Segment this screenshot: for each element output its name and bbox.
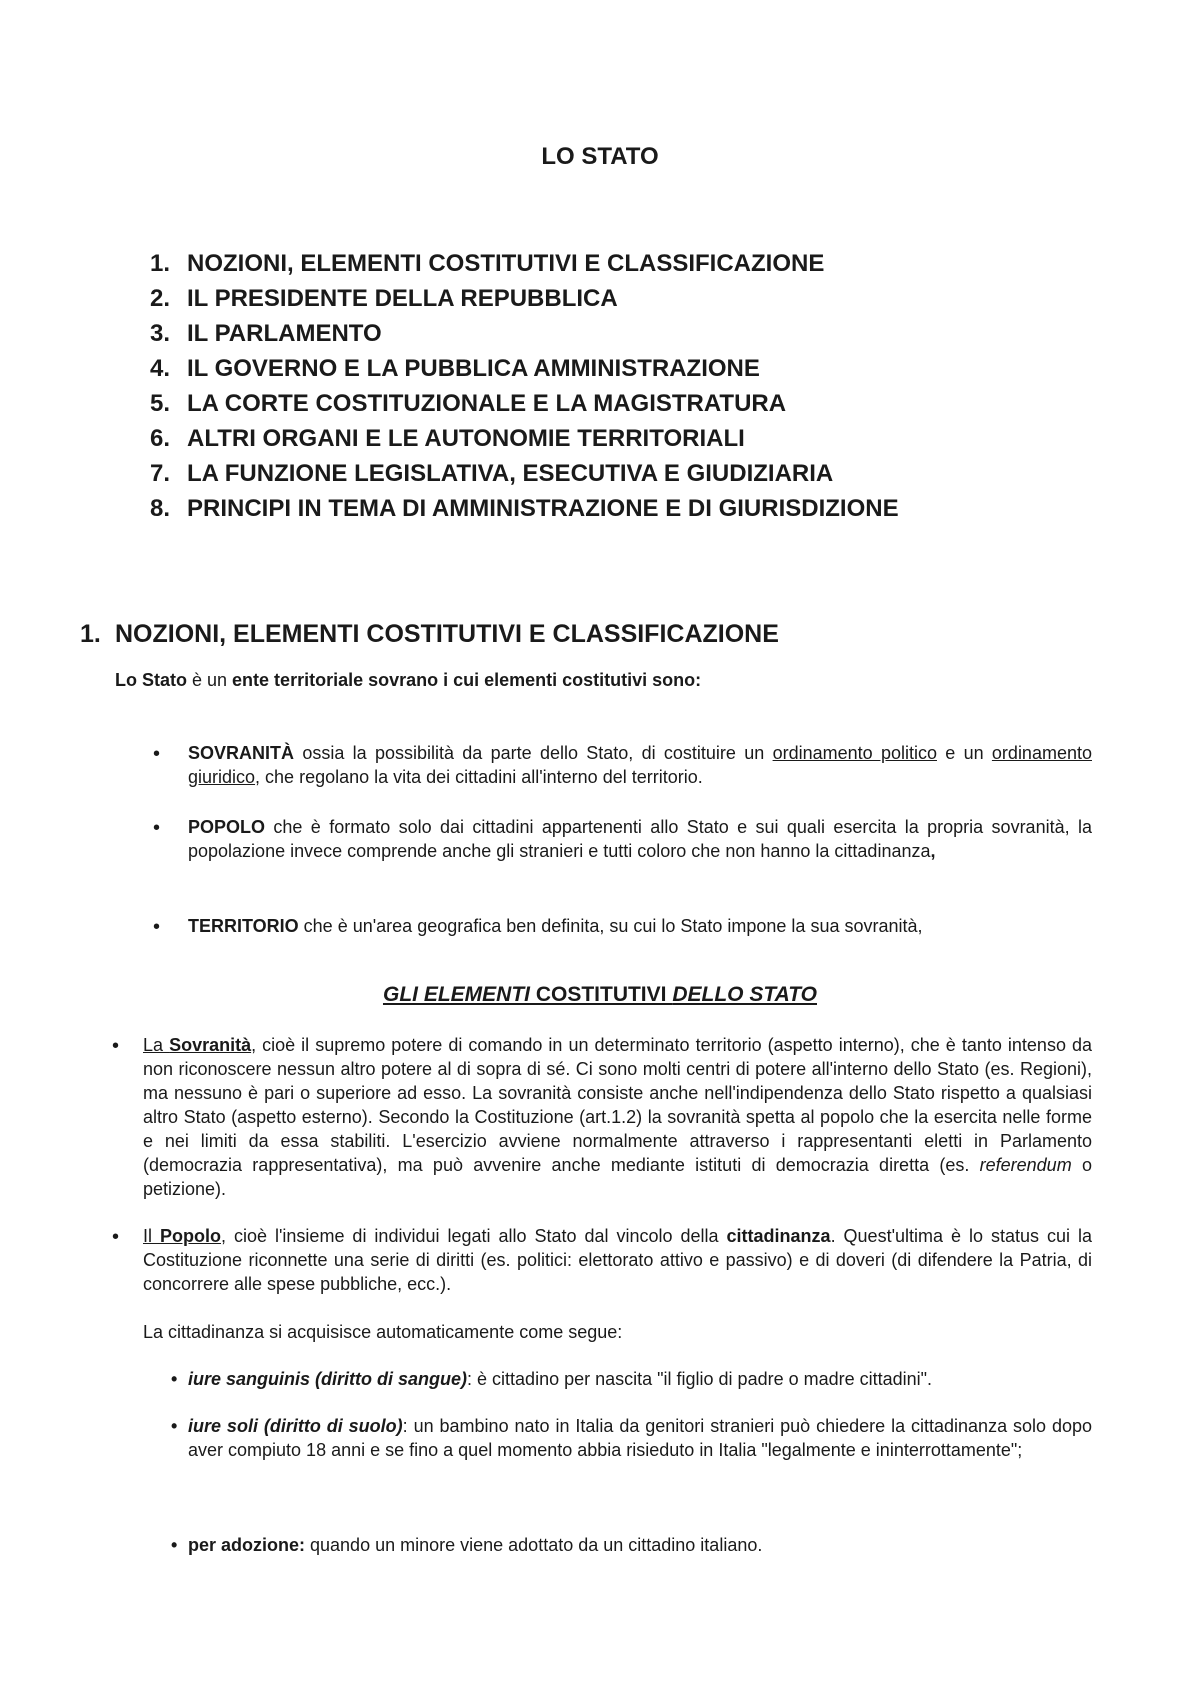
link-ordinamento-giuridico: ordinamento giuridico [188, 743, 1092, 787]
toc-number: 6. [150, 425, 171, 452]
element-item [188, 741, 1092, 789]
toc-number: 8. [150, 495, 171, 522]
toc-item [150, 421, 899, 456]
section-number: 1. [80, 620, 101, 648]
element-text: che è un'area geografica ben definita, su cui lo Stato impone la sua sovranità, [298, 916, 923, 936]
toc-label: IL GOVERNO E LA PUBBLICA AMMINISTRAZIONE [187, 355, 760, 382]
cittadinanza-mode [188, 1367, 1092, 1391]
toc-number: 3. [150, 320, 171, 347]
intro-verb: è un [187, 670, 233, 690]
bullet-icon: • [153, 743, 161, 765]
element-text: , [930, 841, 936, 861]
element-term: TERRITORIO [188, 916, 299, 936]
link-ordinamento-politico: ordinamento politico [772, 743, 937, 763]
sovranita-paragraph [143, 1033, 1092, 1201]
popolo-paragraph [143, 1224, 1092, 1296]
mode-text: : è cittadino per nascita "il figlio di padre o madre cittadini". [467, 1369, 933, 1389]
element-text: , che regolano la vita dei cittadini all'interno del territorio. [255, 767, 703, 787]
element-text: e un [936, 743, 992, 763]
bullet-icon: • [153, 817, 161, 839]
element-text: ossia la possibilità da parte dello Stato, di costituire un [294, 743, 773, 763]
element-text: che è formato solo dai cittadini appartenenti allo Stato e sui quali esercita la propria sovranità, la popolazione invece comprende anche gli stranieri e tutti coloro che non hanno la cittadinanza [188, 817, 1092, 861]
toc-item [150, 316, 899, 351]
paragraph-italic: referendum [979, 1155, 1072, 1175]
cittadinanza-mode [188, 1533, 1092, 1557]
subheading-part: COSTITUTIVI [529, 983, 673, 1006]
paragraph-text: o petizione). [143, 1155, 1092, 1199]
mode-text: quando un minore viene adottato da un cittadino italiano. [305, 1535, 763, 1555]
toc-label: ALTRI ORGANI E LE AUTONOMIE TERRITORIALI [187, 425, 745, 452]
toc-label: NOZIONI, ELEMENTI COSTITUTIVI E CLASSIFICAZIONE [187, 250, 825, 277]
table-of-contents [150, 246, 899, 526]
paragraph-lead: La [143, 1035, 170, 1055]
mode-term: iure sanguinis (diritto di sangue) [188, 1369, 468, 1389]
page-title: LO STATO [541, 143, 659, 170]
toc-number: 4. [150, 355, 171, 382]
toc-number: 2. [150, 285, 171, 312]
paragraph-bold: cittadinanza [726, 1226, 831, 1246]
element-item [188, 914, 1092, 938]
toc-item [150, 281, 899, 316]
toc-number: 7. [150, 460, 171, 487]
toc-number: 5. [150, 390, 171, 417]
bullet-icon: • [171, 1416, 178, 1436]
toc-label: IL PARLAMENTO [187, 320, 382, 347]
cittadinanza-intro: La cittadinanza si acquisisce automaticamente come segue: [143, 1322, 623, 1342]
section-intro [115, 670, 701, 691]
toc-label: LA CORTE COSTITUZIONALE E LA MAGISTRATURA [187, 390, 787, 417]
subheading-part: DELLO STATO [672, 983, 817, 1006]
intro-subject: Lo Stato [115, 670, 187, 690]
intro-definition: ente territoriale sovrano i cui elementi costitutivi sono: [232, 670, 702, 690]
subsection-heading [0, 983, 1200, 1007]
bullet-icon: • [171, 1535, 178, 1555]
mode-term: iure soli (diritto di suolo) [188, 1416, 403, 1436]
toc-item [150, 386, 899, 421]
toc-item [150, 491, 899, 526]
toc-item [150, 351, 899, 386]
element-item [188, 815, 1092, 863]
toc-label: PRINCIPI IN TEMA DI AMMINISTRAZIONE E DI GIURISDIZIONE [187, 495, 899, 522]
toc-label: LA FUNZIONE LEGISLATIVA, ESECUTIVA E GIUDIZIARIA [187, 460, 834, 487]
bullet-icon: • [171, 1369, 178, 1389]
paragraph-lead: Il [143, 1226, 160, 1246]
paragraph-text: . Quest'ultima è lo status cui la Costituzione riconnette una serie di diritti (es. politici: elettorato attivo e passivo) e di doveri (di difendere la Patria, di concorrere alle spese pubbliche, ecc.). [143, 1226, 1093, 1294]
paragraph-term: Popolo [160, 1226, 221, 1246]
element-term: POPOLO [188, 817, 266, 837]
bullet-icon: • [153, 916, 161, 938]
paragraph-text: , cioè il supremo potere di comando in un determinato territorio (aspetto interno), che è tanto intenso da non riconoscere nessun altro potere al di sopra di sé. Ci sono molti centri di potere all'interno dello Stato (es. Regioni), ma nessuno è pari o superiore ad esso. La sovranità consiste anche nell'indipendenza dello Stato rispetto a qualsiasi altro Stato (aspetto esterno). Secondo la Costituzione (art.1.2) la sovranità spetta al popolo che la esercita nelle forme e nei limiti da essa stabiliti. L'esercizio avviene normalmente attraverso i rappresentanti eletti in Parlamento (democrazia rappresentativa), ma può avvenire anche mediante istituti di democrazia diretta (es. [143, 1035, 1093, 1175]
toc-item [150, 456, 899, 491]
toc-item [150, 246, 899, 281]
toc-label: IL PRESIDENTE DELLA REPUBBLICA [187, 285, 618, 312]
section-title: NOZIONI, ELEMENTI COSTITUTIVI E CLASSIFICAZIONE [115, 620, 779, 648]
paragraph-term: Sovranità [169, 1035, 252, 1055]
subheading-part: GLI ELEMENTI [382, 983, 530, 1006]
bullet-icon: • [112, 1226, 120, 1248]
bullet-icon: • [112, 1035, 120, 1057]
mode-text: : un bambino nato in Italia da genitori stranieri può chiedere la cittadinanza solo dopo aver compiuto 18 anni e se fino a quel momento abbia risieduto in Italia "legalmente e ininterrottamente"; [188, 1416, 1092, 1460]
cittadinanza-mode [188, 1414, 1092, 1462]
toc-number: 1. [150, 250, 171, 277]
element-term: SOVRANITÀ [188, 743, 295, 763]
mode-term: per adozione: [188, 1535, 306, 1555]
paragraph-text: , cioè l'insieme di individui legati allo Stato dal vincolo della [221, 1226, 727, 1246]
section-heading [80, 620, 779, 649]
